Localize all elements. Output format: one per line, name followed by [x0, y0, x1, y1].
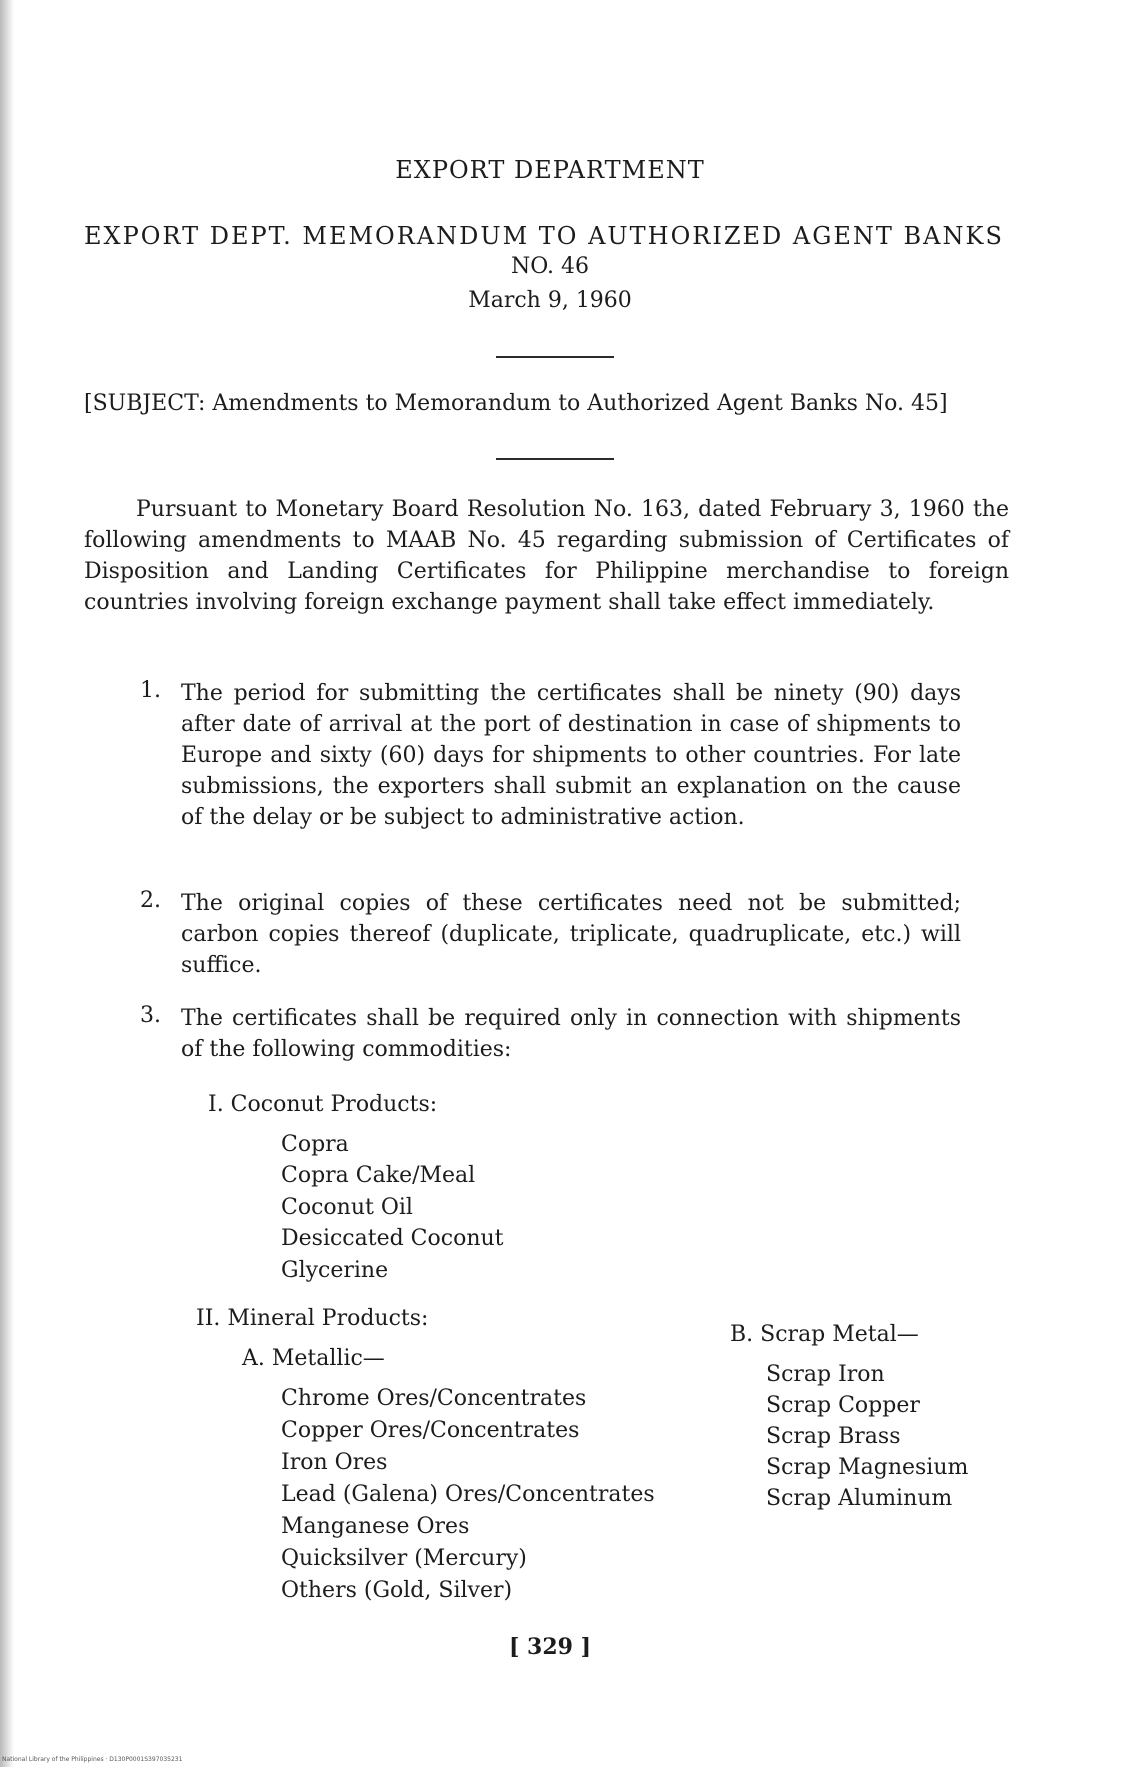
footer-watermark: National Library of the Philippines · D130P0001S397035231	[2, 1756, 183, 1763]
mineral-products-heading: II. Mineral Products:	[196, 1306, 429, 1331]
item-text: The original copies of these certificates need not be submitted; carbon copies thereof (duplicate, triplicate, quadruplicate, etc.) will suffice.	[181, 891, 961, 978]
memo-title: EXPORT DEPT. MEMORANDUM TO AUTHORIZED AGENT BANKS	[84, 222, 1004, 250]
commodity-item: Quicksilver (Mercury)	[281, 1546, 527, 1571]
department-heading: EXPORT DEPARTMENT	[395, 156, 705, 184]
subject-line: [SUBJECT: Amendments to Memorandum to Authorized Agent Banks No. 45]	[84, 391, 948, 416]
commodity-item: Scrap Magnesium	[766, 1455, 969, 1480]
commodity-item: Scrap Iron	[766, 1362, 885, 1387]
metallic-heading: A. Metallic—	[242, 1346, 385, 1371]
memo-date: March 9, 1960	[468, 288, 632, 313]
commodity-item: Lead (Galena) Ores/Concentrates	[281, 1482, 655, 1507]
divider-bottom	[496, 458, 614, 460]
commodity-item: Manganese Ores	[281, 1514, 470, 1539]
intro-paragraph: Pursuant to Monetary Board Resolution No. 163, dated February 3, 1960 the following amendments to MAAB No. 45 regarding submission of Certificates of Disposition and Landing Certificates for Philippine merchandise to foreign countries involving foreign exchange payment shall take effect immediately.	[84, 497, 1009, 615]
item-number: 1.	[140, 678, 161, 703]
commodity-item: Copra	[281, 1132, 349, 1157]
item-number: 2.	[140, 888, 161, 913]
commodity-item: Scrap Copper	[766, 1393, 920, 1418]
item-text: The certificates shall be required only in connection with shipments of the following commodities:	[181, 1006, 961, 1062]
commodity-item: Scrap Brass	[766, 1424, 901, 1449]
commodity-item: Desiccated Coconut	[281, 1226, 504, 1251]
item-number: 3.	[140, 1003, 161, 1028]
commodity-item: Coconut Oil	[281, 1195, 413, 1220]
coconut-products-heading: I. Coconut Products:	[208, 1092, 438, 1117]
commodity-item: Copra Cake/Meal	[281, 1163, 476, 1188]
scrap-metal-heading: B. Scrap Metal—	[730, 1322, 919, 1347]
commodity-item: Others (Gold, Silver)	[281, 1578, 513, 1603]
commodity-item: Chrome Ores/Concentrates	[281, 1386, 587, 1411]
commodity-item: Scrap Aluminum	[766, 1486, 953, 1511]
memo-number: NO. 46	[511, 254, 589, 279]
page-number: [ 329 ]	[508, 1634, 592, 1660]
divider-top	[496, 356, 614, 358]
commodity-item: Iron Ores	[281, 1450, 388, 1475]
commodity-item: Glycerine	[281, 1258, 389, 1283]
commodity-item: Copper Ores/Concentrates	[281, 1418, 580, 1443]
item-text: The period for submitting the certificates shall be ninety (90) days after date of arrival at the port of destination in case of shipments to Europe and sixty (60) days for shipments to other countries. For late submissions, the exporters shall submit an explanation on the cause of the delay or be subject to administrative action.	[181, 681, 961, 830]
